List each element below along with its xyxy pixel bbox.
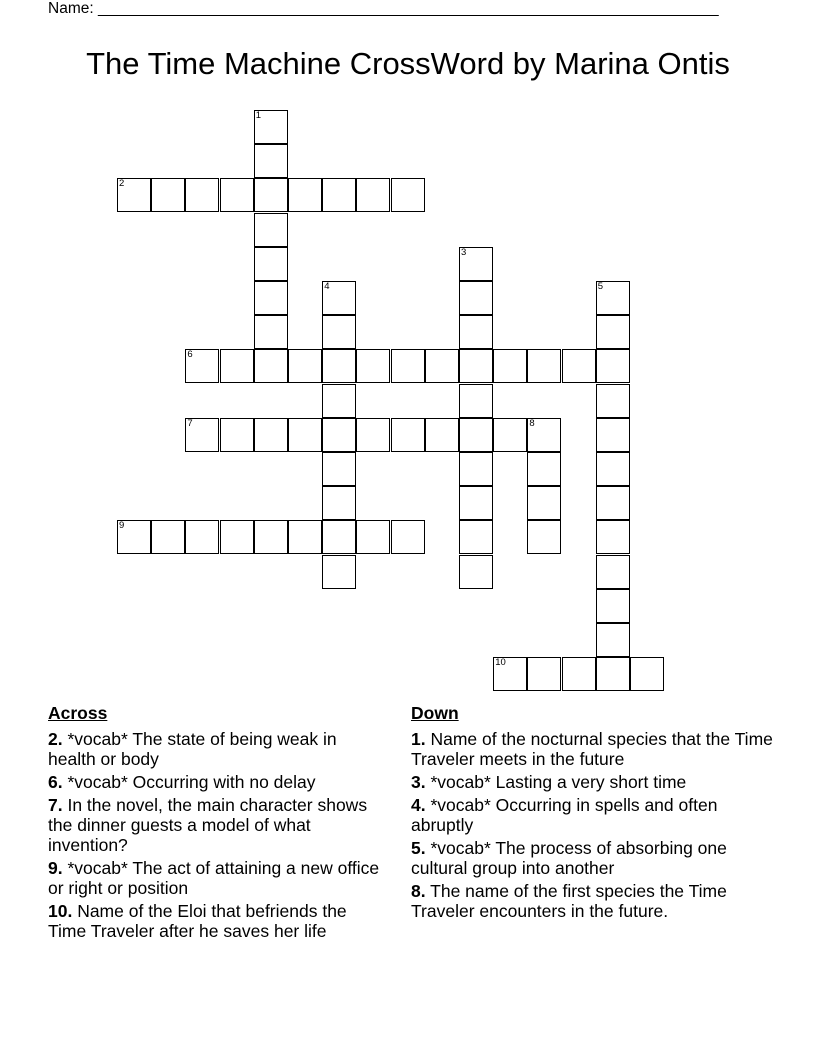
across-clues <box>48 703 388 944</box>
crossword-cell[interactable] <box>459 384 493 418</box>
crossword-cell[interactable] <box>185 520 219 554</box>
across-clue-6: 6. *vocab* Occurring with no delay <box>48 772 316 792</box>
crossword-cell[interactable] <box>391 349 425 383</box>
crossword-cell[interactable] <box>356 520 390 554</box>
crossword-cell[interactable] <box>288 178 322 212</box>
crossword-cell[interactable] <box>459 452 493 486</box>
clue-number: 5 <box>597 281 604 292</box>
crossword-cell-1[interactable] <box>254 110 288 144</box>
down-heading: Down <box>411 703 459 723</box>
clue-number: 10 <box>495 657 506 669</box>
crossword-cell-10[interactable] <box>493 657 527 691</box>
crossword-cell[interactable] <box>356 178 390 212</box>
crossword-cell[interactable] <box>288 418 322 452</box>
crossword-cell[interactable] <box>596 315 630 349</box>
down-clue-5: 5. *vocab* The process of absorbing one cultural group into another <box>411 838 727 878</box>
crossword-cell-8[interactable] <box>527 418 561 452</box>
crossword-cell-9[interactable] <box>117 520 151 554</box>
crossword-cell[interactable] <box>322 520 356 554</box>
crossword-cell[interactable] <box>151 178 185 212</box>
down-clue-3: 3. *vocab* Lasting a very short time <box>411 772 687 792</box>
crossword-cell[interactable] <box>527 452 561 486</box>
crossword-cell[interactable] <box>391 418 425 452</box>
crossword-cell[interactable] <box>322 418 356 452</box>
name-field-label: Name: ________________________________________________________________________ <box>48 0 719 17</box>
down-clues <box>411 703 781 924</box>
crossword-cell[interactable] <box>596 418 630 452</box>
crossword-cell[interactable] <box>596 589 630 623</box>
crossword-cell[interactable] <box>254 281 288 315</box>
crossword-cell[interactable] <box>220 178 254 212</box>
crossword-cell[interactable] <box>459 349 493 383</box>
crossword-cell[interactable] <box>391 178 425 212</box>
crossword-cell[interactable] <box>254 315 288 349</box>
crossword-cell[interactable] <box>425 418 459 452</box>
crossword-cell[interactable] <box>527 657 561 691</box>
crossword-cell[interactable] <box>254 247 288 281</box>
crossword-cell[interactable] <box>322 315 356 349</box>
crossword-cell-7[interactable] <box>185 418 219 452</box>
clue-number: 9 <box>119 520 125 532</box>
crossword-cell[interactable] <box>596 623 630 657</box>
crossword-cell[interactable] <box>596 555 630 589</box>
crossword-cell[interactable] <box>322 178 356 212</box>
crossword-cell[interactable] <box>459 315 493 349</box>
crossword-cell-2[interactable] <box>117 178 151 212</box>
crossword-cell[interactable] <box>288 520 322 554</box>
crossword-cell[interactable] <box>425 349 459 383</box>
down-clue-4: 4. *vocab* Occurring in spells and often abruptly <box>411 795 718 835</box>
crossword-cell[interactable] <box>254 144 288 178</box>
page-title: The Time Machine CrossWord by Marina Ontis <box>86 46 730 81</box>
crossword-cell[interactable] <box>596 486 630 520</box>
crossword-cell-3[interactable] <box>459 247 493 281</box>
across-clue-7: 7. In the novel, the main character shows the dinner guests a model of what invention? <box>48 795 368 855</box>
crossword-cell[interactable] <box>356 349 390 383</box>
crossword-cell[interactable] <box>596 452 630 486</box>
clue-number: 1 <box>255 110 262 121</box>
crossword-cell[interactable] <box>493 418 527 452</box>
crossword-cell[interactable] <box>322 452 356 486</box>
crossword-cell[interactable] <box>459 520 493 554</box>
crossword-cell[interactable] <box>562 349 596 383</box>
crossword-cell[interactable] <box>596 657 630 691</box>
crossword-cell[interactable] <box>322 555 356 589</box>
crossword-cell[interactable] <box>254 418 288 452</box>
clue-number: 6 <box>187 349 193 361</box>
crossword-cell[interactable] <box>596 384 630 418</box>
crossword-cell[interactable] <box>459 555 493 589</box>
crossword-cell[interactable] <box>527 520 561 554</box>
crossword-cell[interactable] <box>493 349 527 383</box>
crossword-cell[interactable] <box>459 281 493 315</box>
crossword-cell[interactable] <box>254 520 288 554</box>
crossword-cell-5[interactable] <box>596 281 630 315</box>
crossword-cell[interactable] <box>630 657 664 691</box>
crossword-cell[interactable] <box>322 384 356 418</box>
crossword-cell[interactable] <box>391 520 425 554</box>
crossword-cell[interactable] <box>288 349 322 383</box>
down-clue-8: 8. The name of the first species the Time Traveler encounters in the future. <box>411 881 727 921</box>
down-clue-1: 1. Name of the nocturnal species that the Time Traveler meets in the future <box>411 729 773 769</box>
crossword-cell-4[interactable] <box>322 281 356 315</box>
crossword-cell[interactable] <box>459 418 493 452</box>
crossword-cell[interactable] <box>322 486 356 520</box>
crossword-cell[interactable] <box>254 213 288 247</box>
crossword-cell-6[interactable] <box>185 349 219 383</box>
crossword-cell[interactable] <box>356 418 390 452</box>
crossword-cell[interactable] <box>527 486 561 520</box>
crossword-cell[interactable] <box>185 178 219 212</box>
clue-number: 3 <box>461 246 467 258</box>
crossword-cell[interactable] <box>596 520 630 554</box>
crossword-cell[interactable] <box>220 520 254 554</box>
crossword-cell[interactable] <box>254 349 288 383</box>
crossword-cell[interactable] <box>220 349 254 383</box>
crossword-cell[interactable] <box>562 657 596 691</box>
crossword-cell[interactable] <box>220 418 254 452</box>
clue-number: 7 <box>187 417 193 429</box>
clue-number: 8 <box>529 417 535 429</box>
crossword-cell[interactable] <box>596 349 630 383</box>
across-clue-10: 10. Name of the Eloi that befriends the Time Traveler after he saves her life <box>48 901 347 941</box>
clue-number: 4 <box>324 281 330 292</box>
across-heading: Across <box>48 703 108 723</box>
crossword-cell[interactable] <box>151 520 185 554</box>
crossword-cell[interactable] <box>459 486 493 520</box>
across-clue-2: 2. *vocab* The state of being weak in health or body <box>48 729 337 769</box>
crossword-cell[interactable] <box>254 178 288 212</box>
crossword-cell[interactable] <box>322 349 356 383</box>
clue-number: 2 <box>119 178 125 190</box>
crossword-cell[interactable] <box>527 349 561 383</box>
across-clue-9: 9. *vocab* The act of attaining a new office or right or position <box>48 858 380 898</box>
